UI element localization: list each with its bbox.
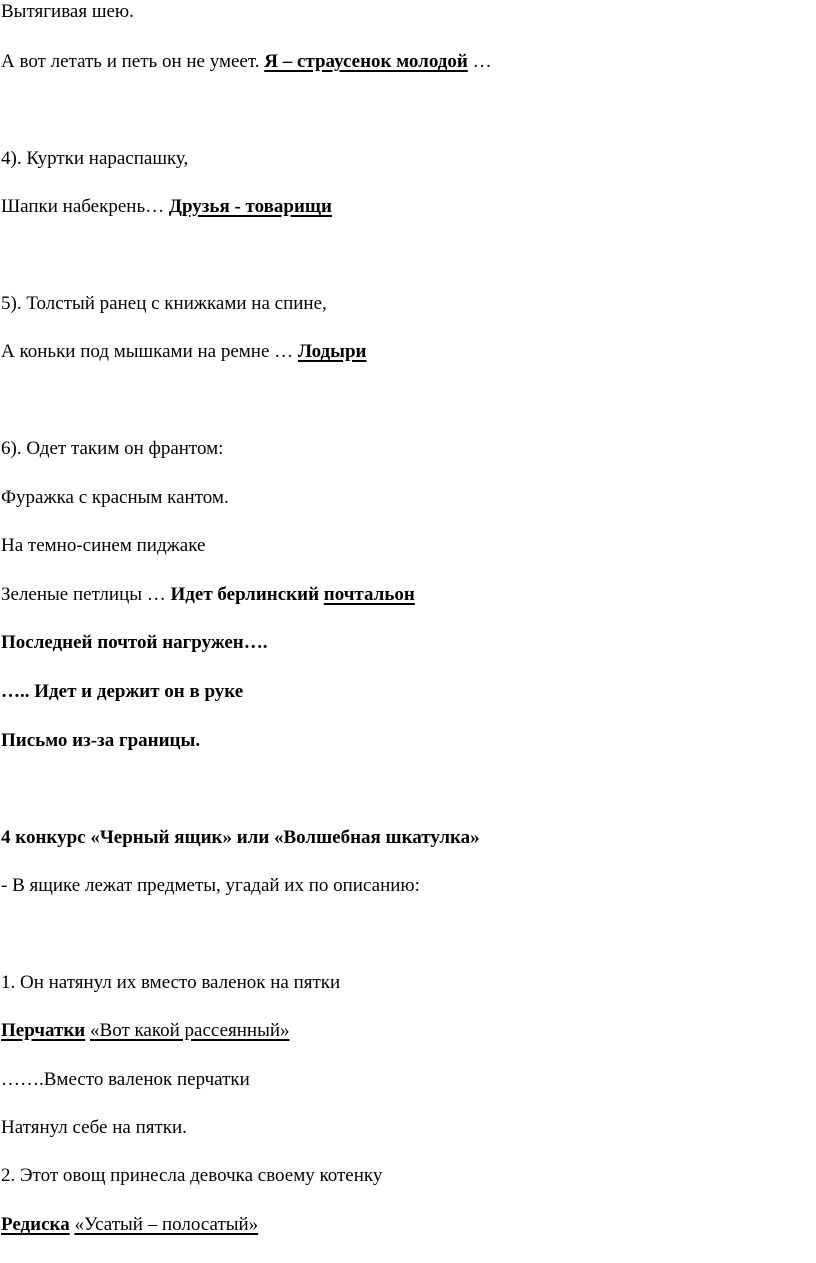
text: - В ящике лежат предметы, угадай их по описанию: [1, 875, 420, 896]
text: 1. Он натянул их вместо валенок на пятки [1, 972, 341, 993]
text: Шапки набекрень… [1, 196, 169, 217]
text: …….Вместо валенок перчатки [1, 1069, 250, 1090]
text-line [1, 340, 367, 364]
text-line [1, 486, 229, 510]
answer-text: Перчатки [1, 1020, 86, 1041]
text: ….. Идет и держит он в руке [1, 681, 244, 702]
answer-text: Друзья - товарищи [168, 196, 332, 217]
answer-text: Я – страусенок молодой [264, 51, 468, 72]
text: Последней почтой нагружен…. [1, 632, 268, 653]
text-line [1, 1164, 382, 1188]
text-line [1, 583, 415, 607]
answer-text: Лодыри [297, 341, 367, 362]
text: Вытягивая шею. [1, 1, 134, 22]
text-line [1, 50, 492, 74]
text-line [1, 1019, 290, 1043]
text: 6). Одет таким он франтом: [1, 438, 224, 459]
text-line [1, 680, 243, 704]
source-title: «Усатый – полосатый» [74, 1214, 259, 1235]
text: 5). Толстый ранец с книжками на спине, [1, 293, 327, 314]
text-line [1, 1068, 250, 1092]
answer-text: Редиска [1, 1214, 70, 1235]
text: 2. Этот овощ принесла девочка своему котенку [1, 1165, 383, 1186]
text: А коньки под мышками на ремне … [1, 341, 298, 362]
answer-text: почтальон [323, 584, 415, 605]
text: Письмо из-за границы. [1, 730, 201, 751]
text-line [1, 147, 188, 171]
text-line [1, 971, 340, 995]
text-line [1, 0, 134, 24]
text-line [1, 1213, 258, 1237]
section-heading [1, 826, 480, 850]
text-line [1, 1116, 187, 1140]
text: Зеленые петлицы … [1, 584, 171, 605]
text-line [1, 437, 223, 461]
text: Натянул себе на пятки. [1, 1117, 187, 1138]
source-title: «Вот какой рассеянный» [90, 1020, 290, 1041]
answer-text: Идет берлинский [170, 584, 320, 605]
text-line [1, 292, 327, 316]
text: … [467, 51, 492, 72]
text-line [1, 195, 332, 219]
text: 4). Куртки нараспашку, [1, 148, 189, 169]
text: 4 конкурс «Черный ящик» или «Волшебная шкатулка» [1, 827, 480, 848]
text-line [1, 874, 420, 898]
text: Фуражка с красным кантом. [1, 487, 229, 508]
text-line [1, 631, 268, 655]
text-line [1, 729, 200, 753]
text: А вот летать и петь он не умеет. [1, 51, 265, 72]
text-line [1, 534, 205, 558]
text: На темно-синем пиджаке [1, 535, 206, 556]
